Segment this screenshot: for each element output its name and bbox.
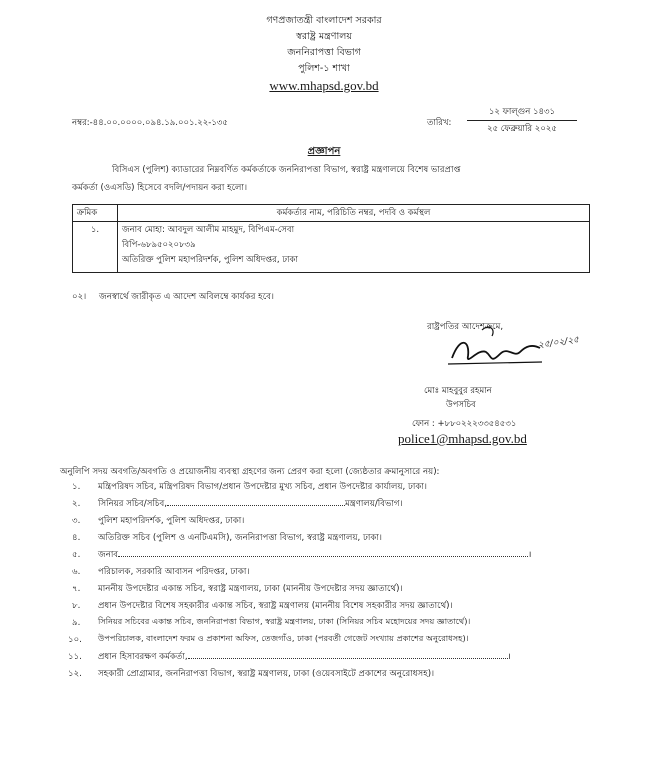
header-website[interactable]: www.mhapsd.gov.bd <box>269 78 379 93</box>
list-item-text: পরিচালক, সরকারি আবাসন পরিদপ্তর, ঢাকা। <box>98 567 250 577</box>
officer-post: অতিরিক্ত পুলিশ মহাপরিদর্শক, পুলিশ অধিদপ্তর, ঢাকা <box>122 255 298 265</box>
table-header-row <box>73 205 590 222</box>
list-item-text: পুলিশ মহাপরিদর্শক, পুলিশ অধিদপ্তর, ঢাকা। <box>98 516 245 526</box>
list-item-number: ১১. <box>68 652 82 662</box>
list-item-number: ৯. <box>72 618 81 628</box>
list-item-label: সিনিয়র সচিব/সচিব, <box>98 499 167 509</box>
officer-name: জনাব মোহা: আবদুল আলীম মাহমুদ, বিপিএম-সেবা <box>122 225 295 235</box>
list-item-number: ১০. <box>68 635 82 645</box>
signer-phone: ফোন : +৮৮০২২২৩৩৫৪৫৩১ <box>412 419 517 429</box>
list-item-number: ১২. <box>68 669 82 679</box>
list-item-tail: মন্ত্রণালয়/বিভাগ। <box>344 499 403 509</box>
intro-line-1: বিসিএস (পুলিশ) ক্যাডারের নিম্নবর্ণিত কর্মকর্তাকে জননিরাপত্তা বিভাগ, স্বরাষ্ট্র মন্ত্রণালয়ে বিশেষ ভারপ্রাপ্ত <box>112 165 461 175</box>
memo-number: নম্বর:-৪৪.০০.০০০০.০৯৪.১৯.০০১.২২-১৩৫ <box>72 118 228 128</box>
list-item-tail: । <box>528 550 532 560</box>
signature-order: রাষ্ট্রপতির আদেশক্রমে, <box>427 322 504 332</box>
date-bangla: ১২ ফাল্গুন ১৪৩১ <box>467 105 577 121</box>
table-cell-serial: ১. <box>73 222 118 273</box>
list-item-label: জনাব <box>98 550 119 560</box>
header-ministry: স্বরাষ্ট্র মন্ত্রণালয় <box>296 31 352 42</box>
header-govt: গণপ্রজাতন্ত্রী বাংলাদেশ সরকার <box>266 15 382 26</box>
list-item-text <box>98 548 531 562</box>
date-gregorian: ২৫ ফেব্রুয়ারি ২০২৫ <box>487 124 557 134</box>
list-item <box>72 480 80 494</box>
list-item-number: ৪. <box>72 533 81 543</box>
fill-in-blank <box>188 658 508 659</box>
list-item-number: ৮. <box>72 601 81 611</box>
para2-text: জনস্বার্থে জারীকৃত এ আদেশ অবিলম্বে কার্যকর হবে। <box>99 292 275 302</box>
list-item-number: ৫. <box>72 550 81 560</box>
list-item-text: সহকারী প্রোগ্রামার, জননিরাপত্তা বিভাগ, স্বরাষ্ট্র মন্ত্রণালয়, ঢাকা (ওয়েবসাইটে প্রকাশের অনুরোধসহ)। <box>98 669 435 679</box>
signer-name: মোঃ মাহবুবুর রহমান <box>424 386 492 396</box>
signature-date: ২৫/০২/২৫ <box>537 335 580 351</box>
intro-line-2: কর্মকর্তা (ওএসডি) হিসেবে বদলি/পদায়ন করা হলো। <box>72 183 248 193</box>
header-division: জননিরাপত্তা বিভাগ <box>287 47 361 58</box>
document-title: প্রজ্ঞাপন <box>307 146 341 157</box>
list-item-number: ৩. <box>72 516 81 526</box>
table-header-serial: ক্রমিক <box>73 205 118 222</box>
date-label: তারিখ: <box>427 118 452 128</box>
fill-in-blank <box>167 505 345 506</box>
handwritten-signature <box>430 318 600 380</box>
table-header-details: কর্মকর্তার নাম, পরিচিতি নম্বর, পদবি ও কর্মস্থল <box>118 205 590 222</box>
copy-heading: অনুলিপি সদয় অবগতি/অবগতি ও প্রয়োজনীয় ব্যবস্থা গ্রহণের জন্য প্রেরণ করা হলো (জ্যেষ্ঠতার ক্রমানুসারে নয়): <box>60 467 440 477</box>
list-item-text <box>98 497 403 511</box>
list-item-number: ২. <box>72 499 81 509</box>
list-item-text: মন্ত্রিপরিষদ সচিব, মন্ত্রিপরিষদ বিভাগ/প্রধান উপদেষ্টার মুখ্য সচিব, প্রধান উপদেষ্টার কার্যালয়, ঢাকা। <box>98 482 427 492</box>
list-item-number: ৭. <box>72 584 81 594</box>
list-item-tail: । <box>507 652 511 662</box>
list-item-text: অতিরিক্ত সচিব (পুলিশ ও এনটিএমসি), জননিরাপত্তা বিভাগ, স্বরাষ্ট্র মন্ত্রণালয়, ঢাকা। <box>98 533 382 543</box>
list-item-text: উপপরিচালক, বাংলাদেশ ফরম ও প্রকাশনা অফিস, তেজগাঁও, ঢাকা (পরবর্তী গেজেট সংখ্যায় প্রকাশের অনুরোধসহ)। <box>98 633 469 643</box>
list-item-text: প্রধান উপদেষ্টার বিশেষ সহকারীর একান্ত সচিব, স্বরাষ্ট্র মন্ত্রণালয় (মাননীয় বিশেষ সহকারীর সদয় জ্ঞাতার্থে)। <box>98 601 453 611</box>
list-item-number: ১. <box>72 482 81 492</box>
fill-in-blank <box>118 556 528 557</box>
table-cell-details <box>118 222 590 273</box>
officer-table <box>72 204 590 273</box>
list-item-text: মাননীয় উপদেষ্টার একান্ত সচিব, স্বরাষ্ট্র মন্ত্রণালয়, ঢাকা (মাননীয় উপদেষ্টার সদয় জ্ঞাতার্থে)। <box>98 584 403 594</box>
signer-designation: উপসচিব <box>446 400 476 410</box>
table-row <box>73 222 590 273</box>
header-branch: পুলিশ-১ শাখা <box>298 63 350 74</box>
para2-number: ০২। <box>72 292 87 302</box>
list-item-label: প্রধান হিসাবরক্ষণ কর্মকর্তা, <box>98 652 188 662</box>
list-item-number: ৬. <box>72 567 81 577</box>
list-item-text <box>98 650 511 664</box>
list-item-text: সিনিয়র সচিবের একান্ত সচিব, জননিরাপত্তা বিভাগ, স্বরাষ্ট্র মন্ত্রণালয়, ঢাকা (সিনিয়র সচিব মহোদয়ের সদয় জ্ঞাতার্থে)। <box>98 616 471 626</box>
officer-id: বিপি-৬৮৯৫০২০৮৩৯ <box>122 240 196 250</box>
signer-email[interactable]: police1@mhapsd.gov.bd <box>398 431 527 446</box>
